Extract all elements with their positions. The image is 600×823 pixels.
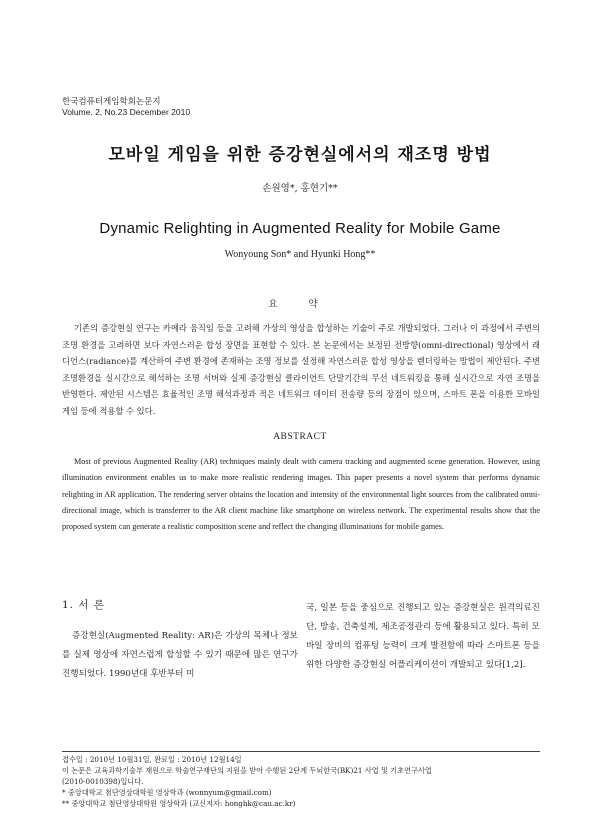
journal-header [62,96,190,118]
authors-korean: 손원영*, 홍현기** [262,183,338,194]
footnote-author1: * 중앙대학교 첨단영상대학원 영상학과 (wonnyum@gmail.com) [62,788,272,797]
abstract-english-text: Most of previous Augmented Reality (AR) techniques mainly dealt with camera tracking and augmented scene generation. However, using illumination environment enables us to make more realistic rendering images. This paper presents a novel system that performs dynamic relighting in AR application. The rendering server obtains the location and intensity of the environmental light sources from the calibrated omni-directional image, which is transferrer to the AR client machine like smartphone on wireless network. The experimental results show that the proposed system can generate a realistic composition scene and reflect the changing illuminations for mobile games. [62,457,540,532]
footnotes [62,754,540,809]
footnote-funding-line2: (2010-0010398)입니다. [62,777,144,786]
body-column-right [306,599,540,675]
journal-name: 한국컴퓨터게임학회논문지 [62,96,161,106]
body-column-left [62,596,298,684]
title-english: Dynamic Relighting in Augmented Reality for Mobile Game [99,220,501,237]
footnote-funding-line1: 이 논문은 교육과학기술부 재원으로 학술연구재단의 지원을 받아 수행된 2단계 두뇌한국(BK)21 사업 및 기초연구사업 [62,766,432,775]
title-korean: 모바일 게임을 위한 증강현실에서의 재조명 방법 [108,145,492,165]
introduction-paragraph-right: 국, 일본 등을 중심으로 진행되고 있는 증강현실은 원격의료진단, 방송, 건축설계, 제조공정관리 등에 활용되고 있다. 특히 모바일 장비의 컴퓨팅 능력이 크게 발전함에 따라 스마트폰 등을 위한 다양한 증강현실 어플리케이션이 개발되고 있다[1,2]. [306,603,540,670]
abstract-korean-heading: 요 약 [268,299,332,310]
authors-english: Wonyoung Son* and Hyunki Hong** [224,249,376,260]
abstract-english [62,454,540,535]
footnote-dates: 접수일 : 2010년 10월31일, 완료일 : 2010년 12월14일 [62,755,242,764]
abstract-korean [62,320,540,419]
footnote-author2: ** 중앙대학교 첨단영상대학원 영상학과 (교신저자: honghk@cau.ac.kr) [62,799,296,808]
section-heading-introduction: 1. 서 론 [62,599,105,611]
abstract-english-heading: ABSTRACT [273,432,327,442]
footnote-divider [62,751,540,752]
abstract-korean-text: 기존의 증강현실 연구는 카메라 움직임 등을 고려해 가상의 영상을 합성하는 기술이 주로 개발되었다. 그러나 이 과정에서 주변의 조명 환경을 고려하면 보다 자연스러운 합성 장면을 표현할 수 있다. 본 논문에서는 보정된 전방향(omni-directional) 영상에서 래디언스(radiance)를 계산하여 주변 환경에 존재하는 조명 정보를 설정해 자연스러운 합성 영상을 렌더링하는 방법이 제안된다. 주변 조명환경을 실시간으로 해석하는 조명 서버와 실제 증강현실 클라이언트 단말기간의 무선 네트워킹을 통해 실시간으로 자연 조명을 반영한다. 제안된 시스템은 효율적인 조명 해석과정과 적은 네트워크 데이터 전송량 등의 장점이 있으며, 스마트 폰을 이용한 모바일 게임 등에 적용할 수 있다. [62,323,540,416]
introduction-paragraph-left: 증강현실(Augmented Reality: AR)은 가상의 목체나 정보를 실제 영상에 자연스럽게 합성할 수 있기 때문에 많은 연구가 진행되었다. 1990년대 후반부터 미 [62,631,298,679]
journal-issue: Volume. 2, No.23 December 2010 [62,107,191,117]
